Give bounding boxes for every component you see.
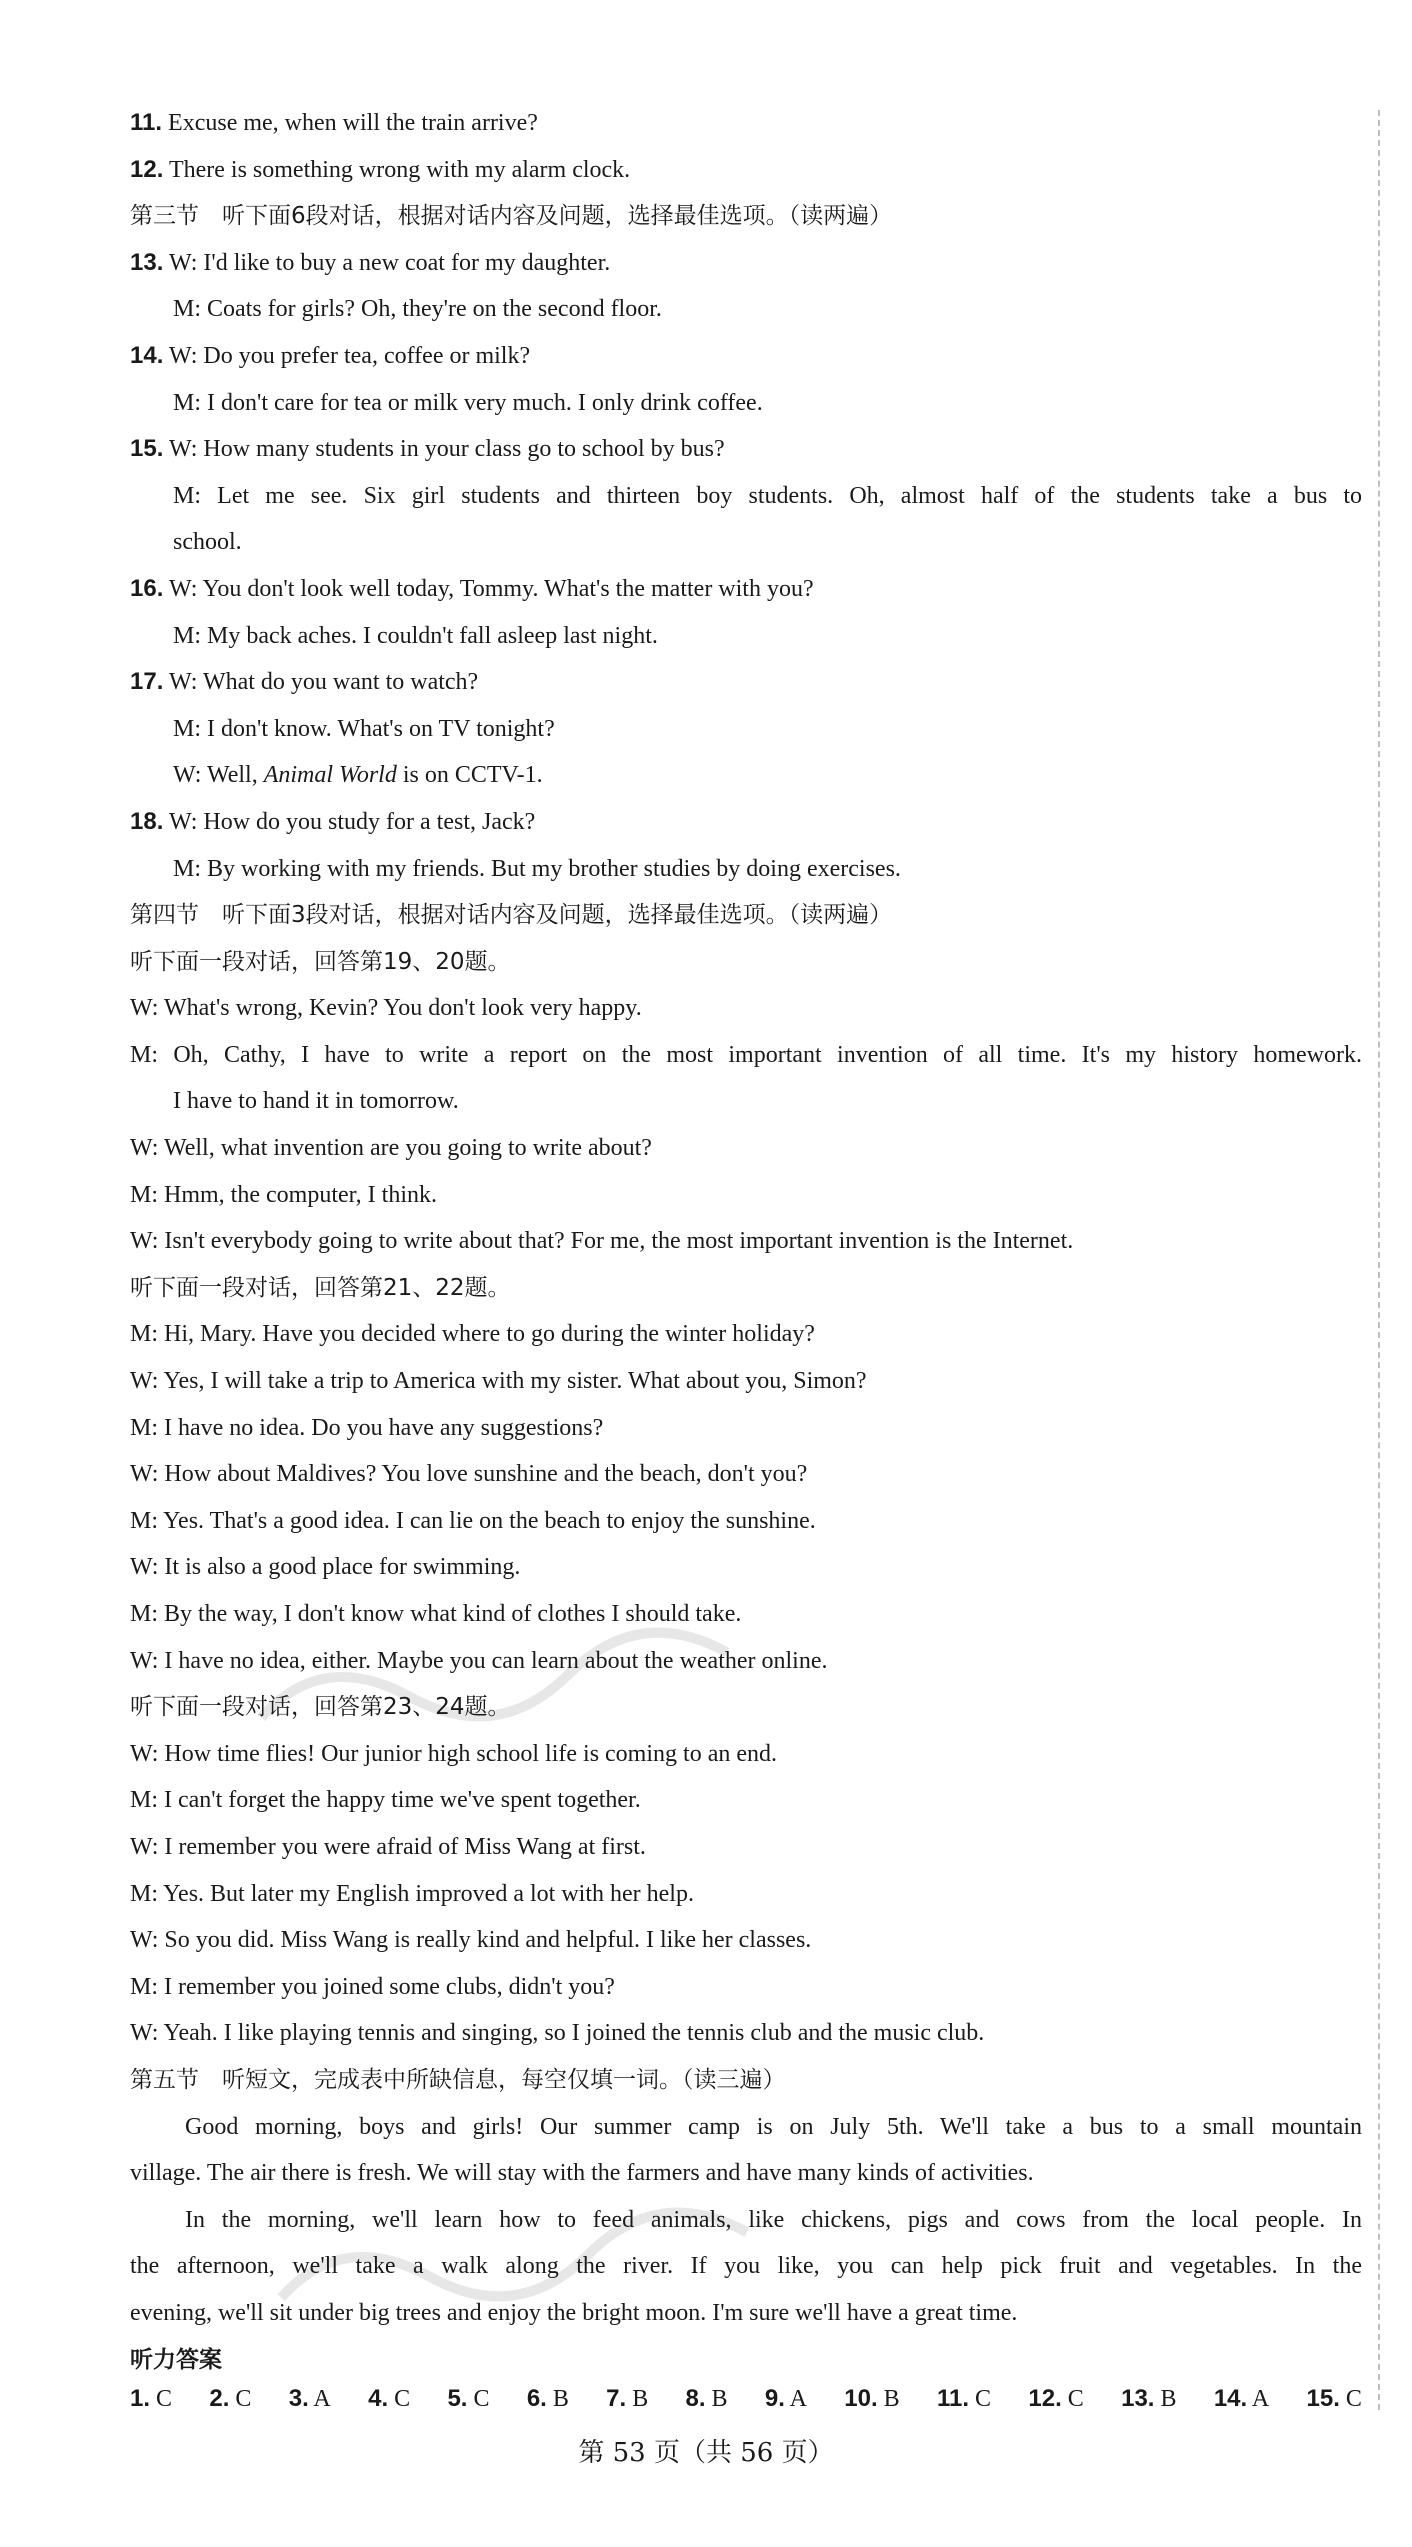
section-heading <box>130 2057 1362 2104</box>
text-line <box>130 147 1362 194</box>
line-text: W: How about Maldives? You love sunshine and the beach, don't you? <box>130 1461 808 1488</box>
line-text: 第五节 听短文，完成表中所缺信息，每空仅填一词。（读三遍） <box>130 2066 786 2093</box>
question-number: 12. <box>130 155 164 183</box>
line-text: M: Oh, Cathy, I have to write a report on the most important invention of all time. It's my history homework. <box>130 1041 1362 1068</box>
text-line <box>130 286 1362 333</box>
answer-item <box>686 2385 728 2413</box>
line-text: M: Hi, Mary. Have you decided where to go during the winter holiday? <box>130 1321 815 1348</box>
text-line <box>130 1032 1362 1079</box>
line-text: M: I have no idea. Do you have any suggestions? <box>130 1414 604 1441</box>
text-line <box>130 380 1362 427</box>
line-text: M: Yes. But later my English improved a lot with her help. <box>130 1880 694 1907</box>
section-heading <box>130 1684 1362 1731</box>
line-text: 听下面一段对话，回答第21、22题。 <box>130 1274 511 1301</box>
text-line <box>130 1311 1362 1358</box>
text-line <box>130 1731 1362 1778</box>
answer-number: 3. <box>288 2385 309 2413</box>
text-line <box>130 613 1362 660</box>
answer-letter: B <box>883 2386 900 2413</box>
text-line <box>130 1871 1362 1918</box>
answer-letter: A <box>789 2386 807 2413</box>
text-line <box>130 1638 1362 1685</box>
answer-item <box>209 2385 251 2413</box>
answer-letter: C <box>473 2386 490 2413</box>
question-number: 16. <box>130 574 164 602</box>
line-text: M: By working with my friends. But my brother studies by doing exercises. <box>173 855 901 882</box>
text-line <box>130 1777 1362 1824</box>
answer-item <box>447 2385 489 2413</box>
line-text: W: Do you prefer tea, coffee or milk? <box>163 342 531 369</box>
answer-letter: B <box>1160 2386 1177 2413</box>
text-line <box>130 1544 1362 1591</box>
line-text: M: I don't know. What's on TV tonight? <box>173 715 555 742</box>
text-line <box>130 706 1362 753</box>
text-line <box>130 1125 1362 1172</box>
text-line <box>130 1172 1362 1219</box>
line-text: In the morning, we'll learn how to feed animals, like chickens, pigs and cows from the local people. In <box>185 2206 1362 2233</box>
line-text: Good morning, boys and girls! Our summer camp is on July 5th. We'll take a bus to a small mountain <box>185 2113 1362 2140</box>
line-text: M: Let me see. Six girl students and thirteen boy students. Oh, almost half of the students take a bus to <box>173 482 1362 509</box>
text-line <box>130 1917 1362 1964</box>
text-line <box>130 1498 1362 1545</box>
line-text: W: Yes, I will take a trip to America with my sister. What about you, Simon? <box>130 1368 867 1395</box>
answer-item <box>527 2385 569 2413</box>
line-text: W: I'd like to buy a new coat for my daughter. <box>163 249 611 276</box>
answer-number: 6. <box>526 2385 547 2413</box>
text-line <box>130 1358 1362 1405</box>
text-line <box>130 985 1362 1032</box>
answer-letter: C <box>1345 2386 1362 2413</box>
line-text: W: Yeah. I like playing tennis and singing, so I joined the tennis club and the music club. <box>130 2020 985 2047</box>
text-line <box>130 2197 1362 2244</box>
answer-letter: C <box>156 2386 173 2413</box>
line-text: I have to hand it in tomorrow. <box>173 1088 459 1115</box>
line-text: W: Well, what invention are you going to write about? <box>130 1135 652 1162</box>
question-number: 11. <box>130 109 163 136</box>
line-text: M: Yes. That's a good idea. I can lie on the beach to enjoy the sunshine. <box>130 1507 816 1534</box>
answer-item <box>1028 2385 1083 2413</box>
answer-letter: C <box>975 2386 992 2413</box>
answers-row <box>130 2385 1362 2413</box>
text-line <box>130 240 1362 287</box>
line-text: M: I can't forget the happy time we've spent together. <box>130 1787 641 1814</box>
document-body <box>130 100 1362 2413</box>
line-text: W: How do you study for a test, Jack? <box>163 808 536 835</box>
answer-item <box>606 2385 648 2413</box>
text-line <box>130 473 1362 520</box>
text-line <box>130 1218 1362 1265</box>
answer-item <box>937 2385 991 2413</box>
answer-letter: C <box>235 2386 252 2413</box>
text-line <box>130 2104 1362 2151</box>
line-text: M: Coats for girls? Oh, they're on the second floor. <box>173 296 662 323</box>
line-text: Excuse me, when will the train arrive? <box>162 110 538 136</box>
line-text: W: Well, <box>173 762 264 789</box>
section-heading <box>130 1265 1362 1312</box>
text-line <box>130 2290 1362 2337</box>
answer-letter: A <box>313 2386 331 2413</box>
answer-letter: A <box>1251 2386 1270 2413</box>
line-text: 听下面一段对话，回答第19、20题。 <box>130 948 511 975</box>
line-text: the afternoon, we'll take a walk along the river. If you like, you can help pick fruit and vegetables. In the <box>130 2253 1362 2280</box>
line-text: M: Hmm, the computer, I think. <box>130 1181 437 1208</box>
text-line <box>130 2150 1362 2197</box>
answer-item <box>844 2385 899 2413</box>
line-text: 第三节 听下面6段对话，根据对话内容及问题，选择最佳选项。（读两遍） <box>130 203 893 230</box>
text-line <box>130 2243 1362 2290</box>
answer-number: 11. <box>936 2385 970 2413</box>
answer-number: 2. <box>209 2385 230 2413</box>
answer-letter: C <box>394 2386 411 2413</box>
text-line <box>130 519 1362 566</box>
line-text: M: My back aches. I couldn't fall asleep last night. <box>173 622 658 649</box>
line-text: school. <box>173 529 242 556</box>
line-text: is on CCTV-1. <box>396 762 543 789</box>
text-line <box>130 1591 1362 1638</box>
answer-item <box>130 2385 172 2413</box>
answer-number: 10. <box>844 2385 878 2413</box>
answer-number: 9. <box>764 2385 785 2413</box>
answer-number: 13. <box>1121 2385 1155 2413</box>
question-number: 17. <box>130 668 164 696</box>
line-text: 第四节 听下面3段对话，根据对话内容及问题，选择最佳选项。（读两遍） <box>130 902 893 929</box>
line-text: W: So you did. Miss Wang is really kind and helpful. I like her classes. <box>130 1927 812 1954</box>
line-text: M: I don't care for tea or milk very much. I only drink coffee. <box>173 389 763 416</box>
line-text: M: I remember you joined some clubs, didn't you? <box>130 1973 615 2000</box>
answer-number: 7. <box>606 2385 627 2413</box>
answer-letter: B <box>552 2386 569 2413</box>
text-line <box>130 1824 1362 1871</box>
answer-number: 12. <box>1028 2385 1062 2413</box>
answer-item <box>368 2385 410 2413</box>
answer-item <box>1214 2385 1269 2413</box>
answer-item <box>289 2385 331 2413</box>
line-text: village. The air there is fresh. We will stay with the farmers and have many kinds of activities. <box>130 2160 1034 2187</box>
section-heading <box>130 892 1362 939</box>
line-text: W: I remember you were afraid of Miss Wang at first. <box>130 1833 646 1860</box>
text-line <box>130 566 1362 613</box>
answer-number: 1. <box>130 2385 151 2413</box>
line-text: W: It is also a good place for swimming. <box>130 1554 521 1581</box>
line-text: M: By the way, I don't know what kind of clothes I should take. <box>130 1601 742 1627</box>
answer-number: 15. <box>1306 2385 1340 2413</box>
answer-item <box>1121 2385 1176 2413</box>
line-text: W: Isn't everybody going to write about that? For me, the most important invention is the Internet. <box>130 1228 1074 1255</box>
answer-letter: C <box>1067 2386 1084 2413</box>
section-heading <box>130 193 1362 240</box>
line-text: evening, we'll sit under big trees and enjoy the bright moon. I'm sure we'll have a great time. <box>130 2299 1018 2326</box>
line-text: 听下面一段对话，回答第23、24题。 <box>130 1694 511 1721</box>
text-line <box>130 426 1362 473</box>
text-line <box>130 1451 1362 1498</box>
answer-item <box>765 2385 807 2413</box>
answer-letter: B <box>711 2386 728 2413</box>
line-text: There is something wrong with my alarm clock. <box>163 156 631 183</box>
question-number: 13. <box>130 248 164 276</box>
question-number: 15. <box>130 435 164 463</box>
line-text: W: You don't look well today, Tommy. What's the matter with you? <box>163 575 814 602</box>
text-line <box>130 2010 1362 2057</box>
answer-number: 8. <box>685 2385 706 2413</box>
answer-item <box>1307 2385 1362 2413</box>
line-text: W: How time flies! Our junior high school life is coming to an end. <box>130 1740 777 1767</box>
page-footer: 第 53 页（共 56 页） <box>578 2438 834 2468</box>
answer-number: 14. <box>1213 2385 1248 2413</box>
answer-number: 4. <box>368 2385 389 2413</box>
text-line <box>130 1078 1362 1125</box>
text-line <box>130 659 1362 706</box>
answer-letter: B <box>632 2386 649 2413</box>
line-text: W: What do you want to watch? <box>163 669 479 696</box>
line-text: W: I have no idea, either. Maybe you can learn about the weather online. <box>130 1647 828 1674</box>
answer-number: 5. <box>447 2385 468 2413</box>
line-text: W: What's wrong, Kevin? You don't look very happy. <box>130 995 642 1022</box>
italic-title: Animal World <box>263 762 397 789</box>
question-number: 14. <box>130 341 164 369</box>
question-number: 18. <box>130 807 164 835</box>
text-line <box>130 846 1362 893</box>
text-line <box>130 752 1362 799</box>
text-line <box>130 333 1362 380</box>
text-line <box>130 1405 1362 1452</box>
binding-edge-line <box>1378 110 1380 2410</box>
section-heading <box>130 939 1362 986</box>
line-text: W: How many students in your class go to school by bus? <box>163 436 725 463</box>
text-line <box>130 100 1362 147</box>
text-line <box>130 799 1362 846</box>
answers-title: 听力答案 <box>130 2346 222 2373</box>
text-line <box>130 1964 1362 2011</box>
